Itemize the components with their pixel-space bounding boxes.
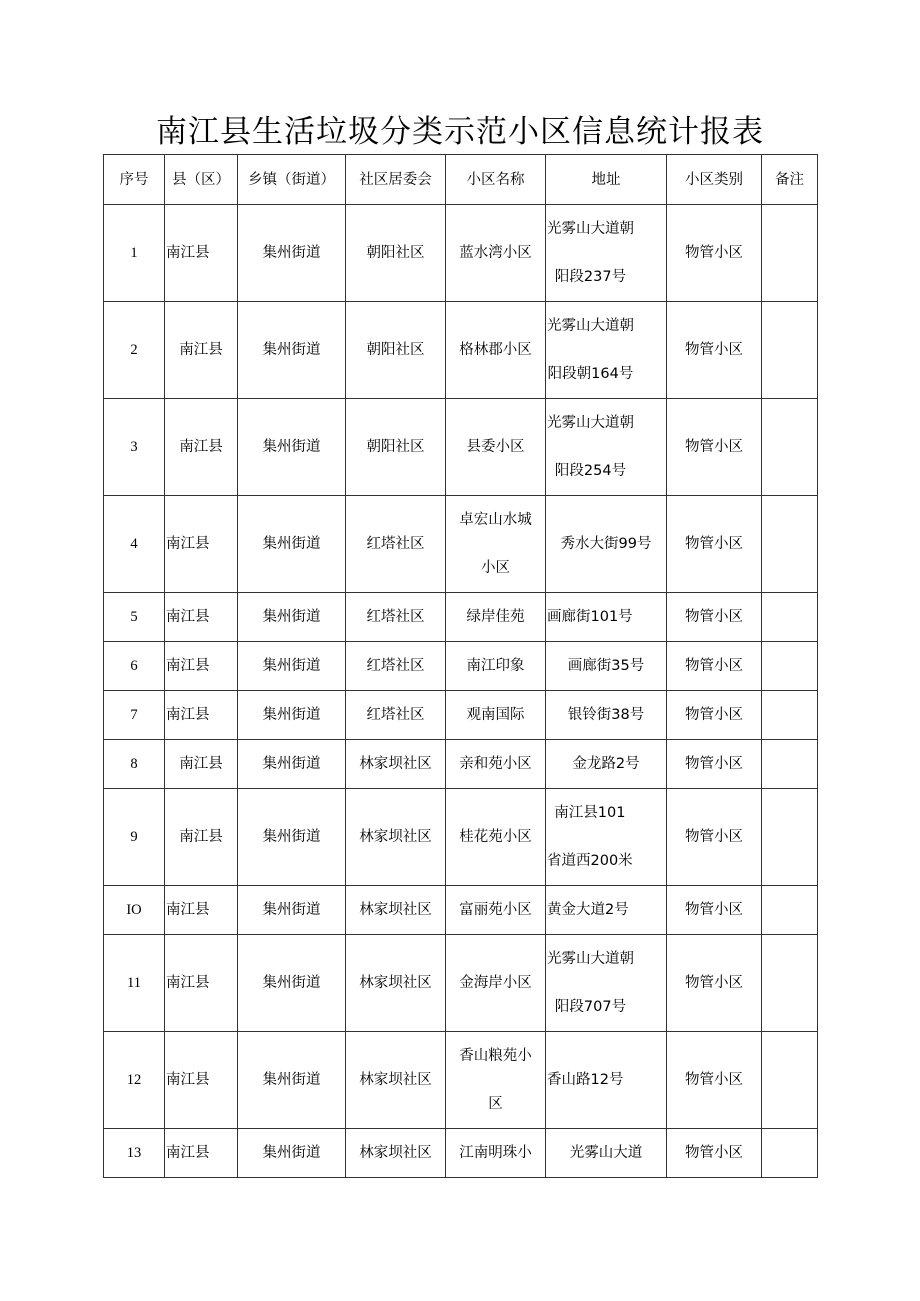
address-cell-text: 金龙路2号 — [572, 756, 640, 772]
address-cell — [546, 740, 667, 789]
address-cell-text: 光雾山大道朝 阳段237号 — [547, 221, 634, 285]
address-cell-text: 香山路12号 — [547, 1072, 624, 1088]
table-row — [104, 642, 818, 691]
town-cell-text: 集州街道 — [262, 245, 321, 261]
community-type-cell — [667, 789, 762, 886]
community-type-cell-text: 物管小区 — [685, 658, 743, 674]
community-name-cell — [446, 205, 546, 302]
town-cell — [238, 1129, 346, 1178]
row-number-text: 7 — [130, 707, 138, 723]
community-name-cell-text: 金海岸小区 — [459, 975, 532, 991]
community-name-cell-text: 香山粮苑小 区 — [459, 1048, 532, 1112]
table-row — [104, 789, 818, 886]
address-cell-text: 画廊街35号 — [567, 658, 645, 674]
page-title: 南江县生活垃圾分类示范小区信息统计报表 — [156, 114, 764, 150]
community-type-cell-text: 物管小区 — [685, 1145, 743, 1161]
community-type-cell-text: 物管小区 — [685, 829, 743, 845]
community-name-cell — [446, 642, 546, 691]
address-cell-text: 银铃街38号 — [567, 707, 645, 723]
county-cell-text: 南江县 — [179, 829, 223, 845]
town-cell-text: 集州街道 — [262, 536, 321, 552]
address-cell — [546, 593, 667, 642]
note-cell — [762, 886, 818, 935]
town-cell-text: 集州街道 — [262, 1072, 321, 1088]
community-type-cell — [667, 496, 762, 593]
note-cell — [762, 593, 818, 642]
note-cell — [762, 691, 818, 740]
county-cell — [165, 593, 238, 642]
county-cell — [165, 642, 238, 691]
row-number — [104, 642, 165, 691]
community-name-cell — [446, 886, 546, 935]
community-name-cell — [446, 399, 546, 496]
row-number-text: 4 — [130, 536, 138, 552]
table-row — [104, 691, 818, 740]
county-cell-text: 南江县 — [166, 609, 210, 625]
county-cell-text: 南江县 — [166, 1145, 210, 1161]
address-cell-text: 南江县101 省道西200米 — [547, 805, 633, 869]
committee-cell — [346, 205, 446, 302]
town-cell — [238, 740, 346, 789]
header-committee: 社区居委会 — [346, 155, 446, 205]
address-cell-text: 黄金大道2号 — [547, 902, 629, 918]
address-cell-text: 画廊街101号 — [547, 609, 633, 625]
committee-cell — [346, 1129, 446, 1178]
note-cell — [762, 1032, 818, 1129]
county-cell — [165, 1129, 238, 1178]
community-name-cell-text: 观南国际 — [466, 707, 525, 723]
community-name-cell-text: 蓝水湾小区 — [459, 245, 532, 261]
community-name-cell — [446, 789, 546, 886]
community-type-cell — [667, 593, 762, 642]
note-cell — [762, 740, 818, 789]
table-row — [104, 1032, 818, 1129]
community-type-cell — [667, 399, 762, 496]
town-cell — [238, 205, 346, 302]
town-cell-text: 集州街道 — [262, 1145, 321, 1161]
community-type-cell-text: 物管小区 — [685, 439, 743, 455]
address-cell — [546, 691, 667, 740]
row-number — [104, 399, 165, 496]
address-cell — [546, 1032, 667, 1129]
town-cell — [238, 935, 346, 1032]
town-cell-text: 集州街道 — [262, 658, 321, 674]
community-name-cell — [446, 691, 546, 740]
town-cell-text: 集州街道 — [262, 975, 321, 991]
table-row — [104, 302, 818, 399]
town-cell — [238, 399, 346, 496]
county-cell — [165, 740, 238, 789]
header-no: 序号 — [104, 155, 165, 205]
town-cell-text: 集州街道 — [262, 439, 321, 455]
county-cell-text: 南江县 — [166, 902, 210, 918]
committee-cell-text: 朝阳社区 — [366, 245, 425, 261]
community-name-cell-text: 江南明珠小 — [459, 1145, 532, 1161]
address-cell — [546, 642, 667, 691]
row-number — [104, 1129, 165, 1178]
address-cell — [546, 496, 667, 593]
committee-cell-text: 红塔社区 — [366, 609, 425, 625]
row-number — [104, 789, 165, 886]
community-name-cell-text: 富丽苑小区 — [459, 902, 532, 918]
town-cell — [238, 691, 346, 740]
row-number — [104, 496, 165, 593]
community-type-cell — [667, 302, 762, 399]
table-row — [104, 935, 818, 1032]
county-cell — [165, 691, 238, 740]
row-number — [104, 886, 165, 935]
community-name-cell — [446, 593, 546, 642]
table-row — [104, 399, 818, 496]
address-cell — [546, 302, 667, 399]
town-cell-text: 集州街道 — [262, 902, 321, 918]
community-type-cell — [667, 740, 762, 789]
row-number-text: 13 — [126, 1145, 142, 1161]
town-cell — [238, 1032, 346, 1129]
committee-cell-text: 林家坝社区 — [359, 756, 432, 772]
committee-cell — [346, 302, 446, 399]
table-row — [104, 593, 818, 642]
county-cell-text: 南江县 — [179, 439, 223, 455]
committee-cell-text: 林家坝社区 — [359, 975, 432, 991]
header-type: 小区类别 — [667, 155, 762, 205]
community-name-cell-text: 南江印象 — [466, 658, 525, 674]
community-type-cell-text: 物管小区 — [685, 245, 743, 261]
address-cell — [546, 399, 667, 496]
row-number-text: 5 — [130, 609, 138, 625]
committee-cell-text: 红塔社区 — [366, 707, 425, 723]
county-cell-text: 南江县 — [166, 658, 210, 674]
row-number-text: 8 — [130, 756, 138, 772]
community-type-cell — [667, 642, 762, 691]
address-cell-text: 秀水大街99号 — [560, 536, 652, 552]
address-cell — [546, 886, 667, 935]
row-number — [104, 935, 165, 1032]
report-table — [103, 154, 818, 1178]
committee-cell-text: 林家坝社区 — [359, 902, 432, 918]
county-cell — [165, 302, 238, 399]
table-row — [104, 205, 818, 302]
committee-cell-text: 朝阳社区 — [366, 342, 425, 358]
address-cell-text: 光雾山大道朝 阳段707号 — [547, 951, 634, 1015]
town-cell-text: 集州街道 — [262, 707, 321, 723]
community-type-cell — [667, 935, 762, 1032]
county-cell — [165, 935, 238, 1032]
row-number — [104, 593, 165, 642]
community-type-cell-text: 物管小区 — [685, 536, 743, 552]
header-note: 备注 — [762, 155, 818, 205]
community-name-cell — [446, 1129, 546, 1178]
community-type-cell-text: 物管小区 — [685, 756, 743, 772]
community-name-cell — [446, 496, 546, 593]
town-cell — [238, 886, 346, 935]
committee-cell-text: 林家坝社区 — [359, 829, 432, 845]
note-cell — [762, 302, 818, 399]
row-number-text: 3 — [130, 439, 138, 455]
header-name: 小区名称 — [446, 155, 546, 205]
community-name-cell-text: 县委小区 — [466, 439, 525, 455]
county-cell — [165, 496, 238, 593]
county-cell — [165, 205, 238, 302]
header-county: 县（区） — [165, 155, 238, 205]
county-cell — [165, 789, 238, 886]
address-cell-text: 光雾山大道朝 阳段254号 — [547, 415, 634, 479]
committee-cell-text: 朝阳社区 — [366, 439, 425, 455]
row-number-text: 1 — [130, 245, 138, 261]
community-name-cell-text: 桂花苑小区 — [459, 829, 532, 845]
table-row — [104, 496, 818, 593]
row-number — [104, 205, 165, 302]
community-type-cell-text: 物管小区 — [685, 609, 743, 625]
address-cell — [546, 789, 667, 886]
table-row — [104, 740, 818, 789]
table-row — [104, 886, 818, 935]
committee-cell — [346, 886, 446, 935]
address-cell — [546, 1129, 667, 1178]
committee-cell — [346, 642, 446, 691]
county-cell — [165, 1032, 238, 1129]
row-number — [104, 740, 165, 789]
town-cell — [238, 302, 346, 399]
county-cell-text: 南江县 — [166, 975, 210, 991]
committee-cell-text: 红塔社区 — [366, 536, 425, 552]
table-row — [104, 1129, 818, 1178]
note-cell — [762, 935, 818, 1032]
address-cell — [546, 935, 667, 1032]
committee-cell-text: 红塔社区 — [366, 658, 425, 674]
town-cell-text: 集州街道 — [262, 829, 321, 845]
header-address: 地址 — [546, 155, 667, 205]
community-type-cell-text: 物管小区 — [685, 707, 743, 723]
town-cell — [238, 496, 346, 593]
community-name-cell-text: 卓宏山水城 小区 — [459, 512, 532, 576]
row-number — [104, 1032, 165, 1129]
community-name-cell — [446, 1032, 546, 1129]
row-number — [104, 691, 165, 740]
town-cell-text: 集州街道 — [262, 609, 321, 625]
county-cell-text: 南江县 — [166, 536, 210, 552]
community-type-cell — [667, 886, 762, 935]
note-cell — [762, 789, 818, 886]
community-type-cell — [667, 1032, 762, 1129]
header-town: 乡镇（街道） — [238, 155, 346, 205]
note-cell — [762, 399, 818, 496]
county-cell-text: 南江县 — [166, 1072, 210, 1088]
county-cell-text: 南江县 — [179, 756, 223, 772]
community-type-cell — [667, 1129, 762, 1178]
town-cell — [238, 593, 346, 642]
community-name-cell — [446, 935, 546, 1032]
town-cell — [238, 642, 346, 691]
committee-cell-text: 林家坝社区 — [359, 1072, 432, 1088]
note-cell — [762, 496, 818, 593]
committee-cell — [346, 399, 446, 496]
row-number-text: IO — [126, 902, 142, 918]
note-cell — [762, 205, 818, 302]
community-name-cell-text: 亲和苑小区 — [459, 756, 532, 772]
community-type-cell — [667, 691, 762, 740]
community-type-cell-text: 物管小区 — [685, 902, 743, 918]
row-number-text: 11 — [127, 975, 141, 991]
row-number-text: 9 — [130, 829, 138, 845]
county-cell-text: 南江县 — [166, 707, 210, 723]
address-cell-text: 光雾山大道 — [569, 1145, 643, 1161]
community-type-cell — [667, 205, 762, 302]
county-cell-text: 南江县 — [179, 342, 223, 358]
committee-cell — [346, 593, 446, 642]
row-number-text: 12 — [126, 1072, 142, 1088]
committee-cell — [346, 935, 446, 1032]
note-cell — [762, 642, 818, 691]
committee-cell-text: 林家坝社区 — [359, 1145, 432, 1161]
county-cell — [165, 399, 238, 496]
community-type-cell-text: 物管小区 — [685, 342, 743, 358]
town-cell-text: 集州街道 — [262, 342, 321, 358]
community-name-cell — [446, 740, 546, 789]
community-type-cell-text: 物管小区 — [685, 1072, 743, 1088]
committee-cell — [346, 1032, 446, 1129]
row-number — [104, 302, 165, 399]
address-cell-text: 光雾山大道朝 阳段朝164号 — [547, 318, 634, 382]
town-cell — [238, 789, 346, 886]
town-cell-text: 集州街道 — [262, 756, 321, 772]
county-cell-text: 南江县 — [166, 245, 210, 261]
committee-cell — [346, 789, 446, 886]
community-name-cell-text: 绿岸佳苑 — [466, 609, 525, 625]
community-type-cell-text: 物管小区 — [685, 975, 743, 991]
row-number-text: 6 — [130, 658, 138, 674]
county-cell — [165, 886, 238, 935]
committee-cell — [346, 496, 446, 593]
community-name-cell — [446, 302, 546, 399]
community-name-cell-text: 格林郡小区 — [459, 342, 532, 358]
address-cell — [546, 205, 667, 302]
row-number-text: 2 — [130, 342, 138, 358]
committee-cell — [346, 740, 446, 789]
note-cell — [762, 1129, 818, 1178]
header-row — [104, 155, 818, 205]
committee-cell — [346, 691, 446, 740]
